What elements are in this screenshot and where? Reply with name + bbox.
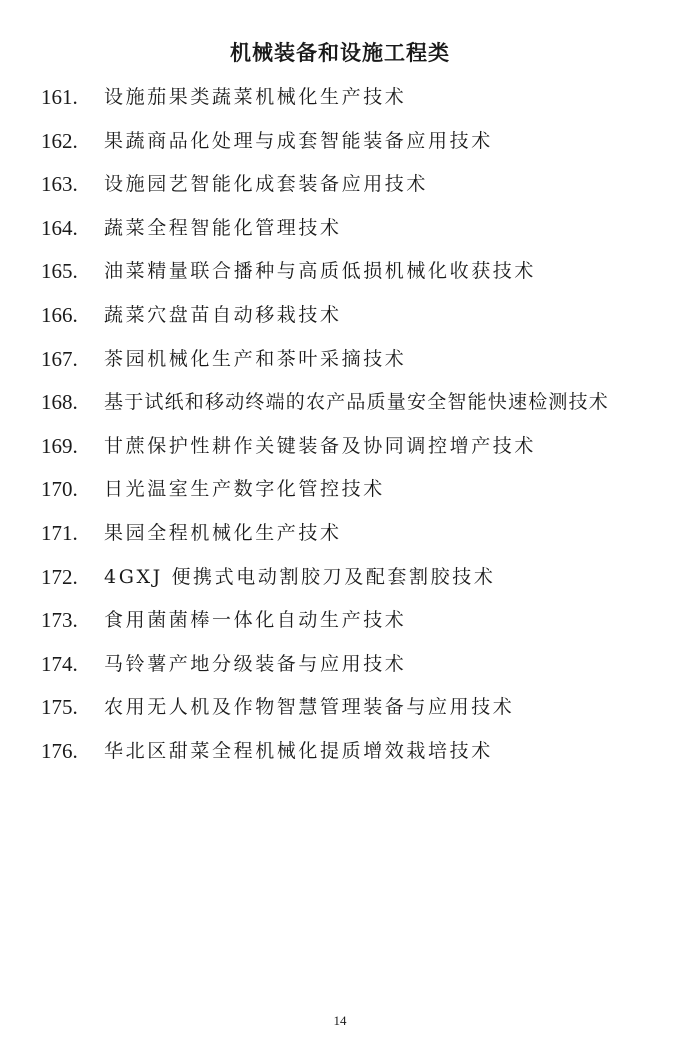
item-text: 农用无人机及作物智慧管理装备与应用技术 xyxy=(104,696,515,719)
list-item xyxy=(0,344,680,388)
item-text: 华北区甜菜全程机械化提质增效栽培技术 xyxy=(104,739,493,762)
item-number: 172. xyxy=(41,564,78,589)
page-number: 14 xyxy=(333,1013,347,1028)
item-number: 174. xyxy=(41,651,78,676)
item-text: 4GXJ 便携式电动割胶刀及配套割胶技术 xyxy=(104,565,496,588)
list-item xyxy=(0,431,680,475)
item-text: 蔬菜穴盘苗自动移栽技术 xyxy=(104,303,342,326)
item-text: 果园全程机械化生产技术 xyxy=(104,521,342,544)
item-number: 173. xyxy=(41,608,78,633)
list-item xyxy=(0,126,680,170)
item-number: 166. xyxy=(41,302,78,327)
list-item xyxy=(0,736,680,780)
item-text: 油菜精量联合播种与高质低损机械化收获技术 xyxy=(104,260,537,283)
item-number: 170. xyxy=(41,477,78,502)
page-title: 机械装备和设施工程类 xyxy=(230,41,450,65)
list-item xyxy=(0,300,680,344)
list-item xyxy=(0,169,680,213)
list-item xyxy=(0,692,680,736)
item-number: 163. xyxy=(41,172,78,197)
item-number: 169. xyxy=(41,433,78,458)
list-item xyxy=(0,387,680,431)
item-number: 161. xyxy=(41,85,78,109)
item-text: 果蔬商品化处理与成套智能装备应用技术 xyxy=(104,129,493,152)
item-number: 176. xyxy=(41,738,78,763)
list-item xyxy=(0,474,680,518)
item-text: 基于试纸和移动终端的农产品质量安全智能快速检测技术 xyxy=(104,391,610,414)
list-item xyxy=(0,518,680,562)
item-text: 设施园艺智能化成套装备应用技术 xyxy=(104,173,429,196)
list-item xyxy=(0,213,680,257)
item-number: 165. xyxy=(41,259,78,284)
item-text: 茶园机械化生产和茶叶采摘技术 xyxy=(104,347,407,370)
item-number: 164. xyxy=(41,215,78,240)
list-item xyxy=(0,649,680,693)
list-item xyxy=(0,82,680,126)
item-number: 171. xyxy=(41,520,78,545)
item-number: 175. xyxy=(41,695,78,720)
list-item xyxy=(0,256,680,300)
item-text: 甘蔗保护性耕作关键装备及协同调控增产技术 xyxy=(104,434,537,457)
list-item xyxy=(0,562,680,606)
item-text: 设施茄果类蔬菜机械化生产技术 xyxy=(104,86,407,108)
item-text: 食用菌菌棒一体化自动生产技术 xyxy=(104,609,407,632)
item-number: 168. xyxy=(41,390,78,415)
item-text: 蔬菜全程智能化管理技术 xyxy=(104,216,342,239)
item-number: 167. xyxy=(41,346,78,371)
item-text: 马铃薯产地分级装备与应用技术 xyxy=(104,652,407,675)
item-text: 日光温室生产数字化管控技术 xyxy=(104,478,385,501)
list-item xyxy=(0,605,680,649)
item-number: 162. xyxy=(41,128,78,153)
technology-list xyxy=(0,82,680,780)
